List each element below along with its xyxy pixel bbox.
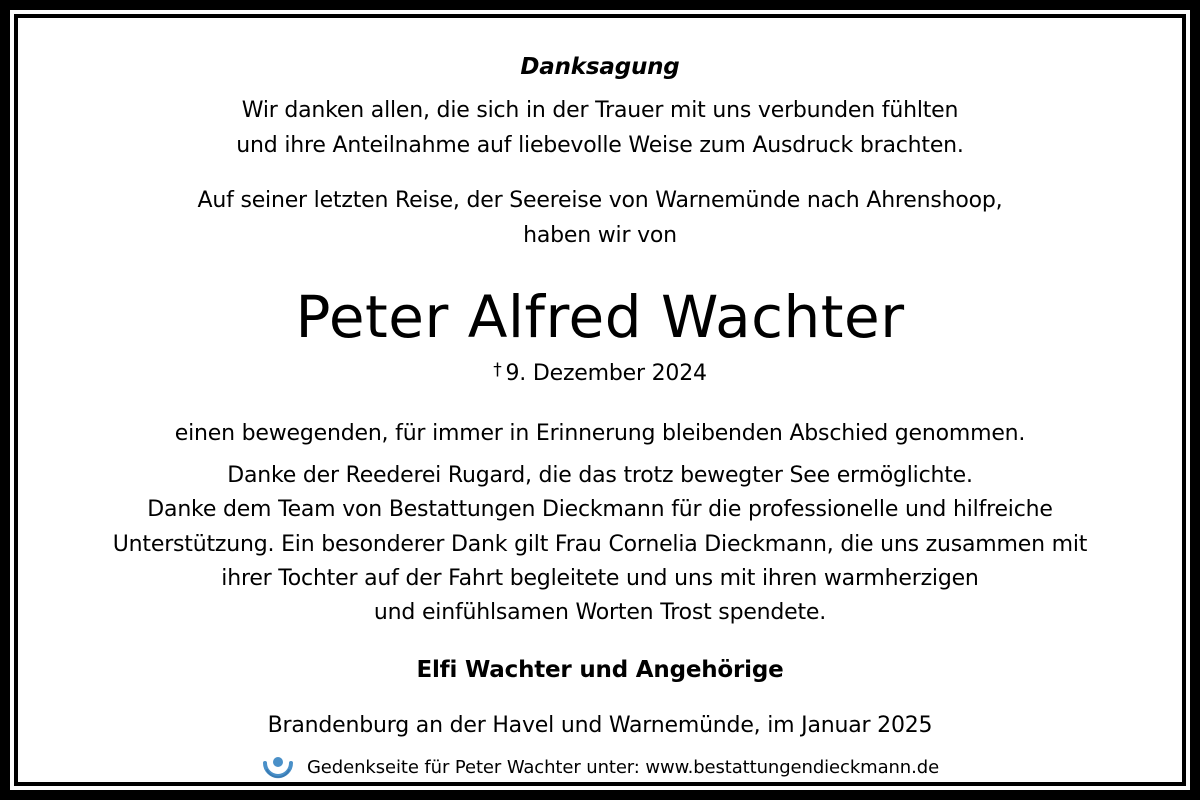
thanks-line-4: ihrer Tochter auf der Fahrt begleitete und uns mit ihren warmherzigen	[221, 566, 979, 591]
death-date: 9. Dezember 2024	[505, 361, 707, 386]
intro-line-1: Wir danken allen, die sich in der Trauer mit uns verbunden fühlten	[241, 98, 959, 123]
thanks-line-5: und einfühlsamen Worten Trost spendete.	[373, 600, 827, 625]
cross-icon: †	[493, 360, 502, 380]
memorial-page-link[interactable]: Gedenkseite für Peter Wachter unter: www.bestattungendieckmann.de	[306, 756, 940, 778]
death-date-line	[0, 359, 1200, 390]
thanks-line-1: Danke der Reederei Rugard, die das trotz bewegter See ermöglichte.	[227, 463, 973, 488]
thanks-line-3: Unterstützung. Ein besonderer Dank gilt Frau Cornelia Dieckmann, die uns zusammen mit	[112, 532, 1088, 557]
intro-line-2: und ihre Anteilnahme auf liebevolle Weise zum Ausdruck brachten.	[236, 133, 964, 158]
place-date: Brandenburg an der Havel und Warnemünde, im Januar 2025	[267, 713, 933, 738]
journey-line-2: haben wir von	[523, 223, 677, 248]
memorial-page-footer	[0, 750, 1200, 784]
funeral-home-logo-icon	[261, 750, 295, 784]
deceased-name: Peter Alfred Wachter	[295, 283, 905, 351]
notice-heading: Danksagung	[520, 54, 680, 80]
signature: Elfi Wachter und Angehörige	[416, 657, 784, 683]
farewell-line: einen bewegenden, für immer in Erinnerung bleibenden Abschied genommen.	[174, 421, 1026, 446]
thanks-line-2: Danke dem Team von Bestattungen Dieckmann für die professionelle und hilfreiche	[147, 497, 1053, 522]
journey-line-1: Auf seiner letzten Reise, der Seereise von Warnemünde nach Ahrenshoop,	[197, 188, 1003, 213]
